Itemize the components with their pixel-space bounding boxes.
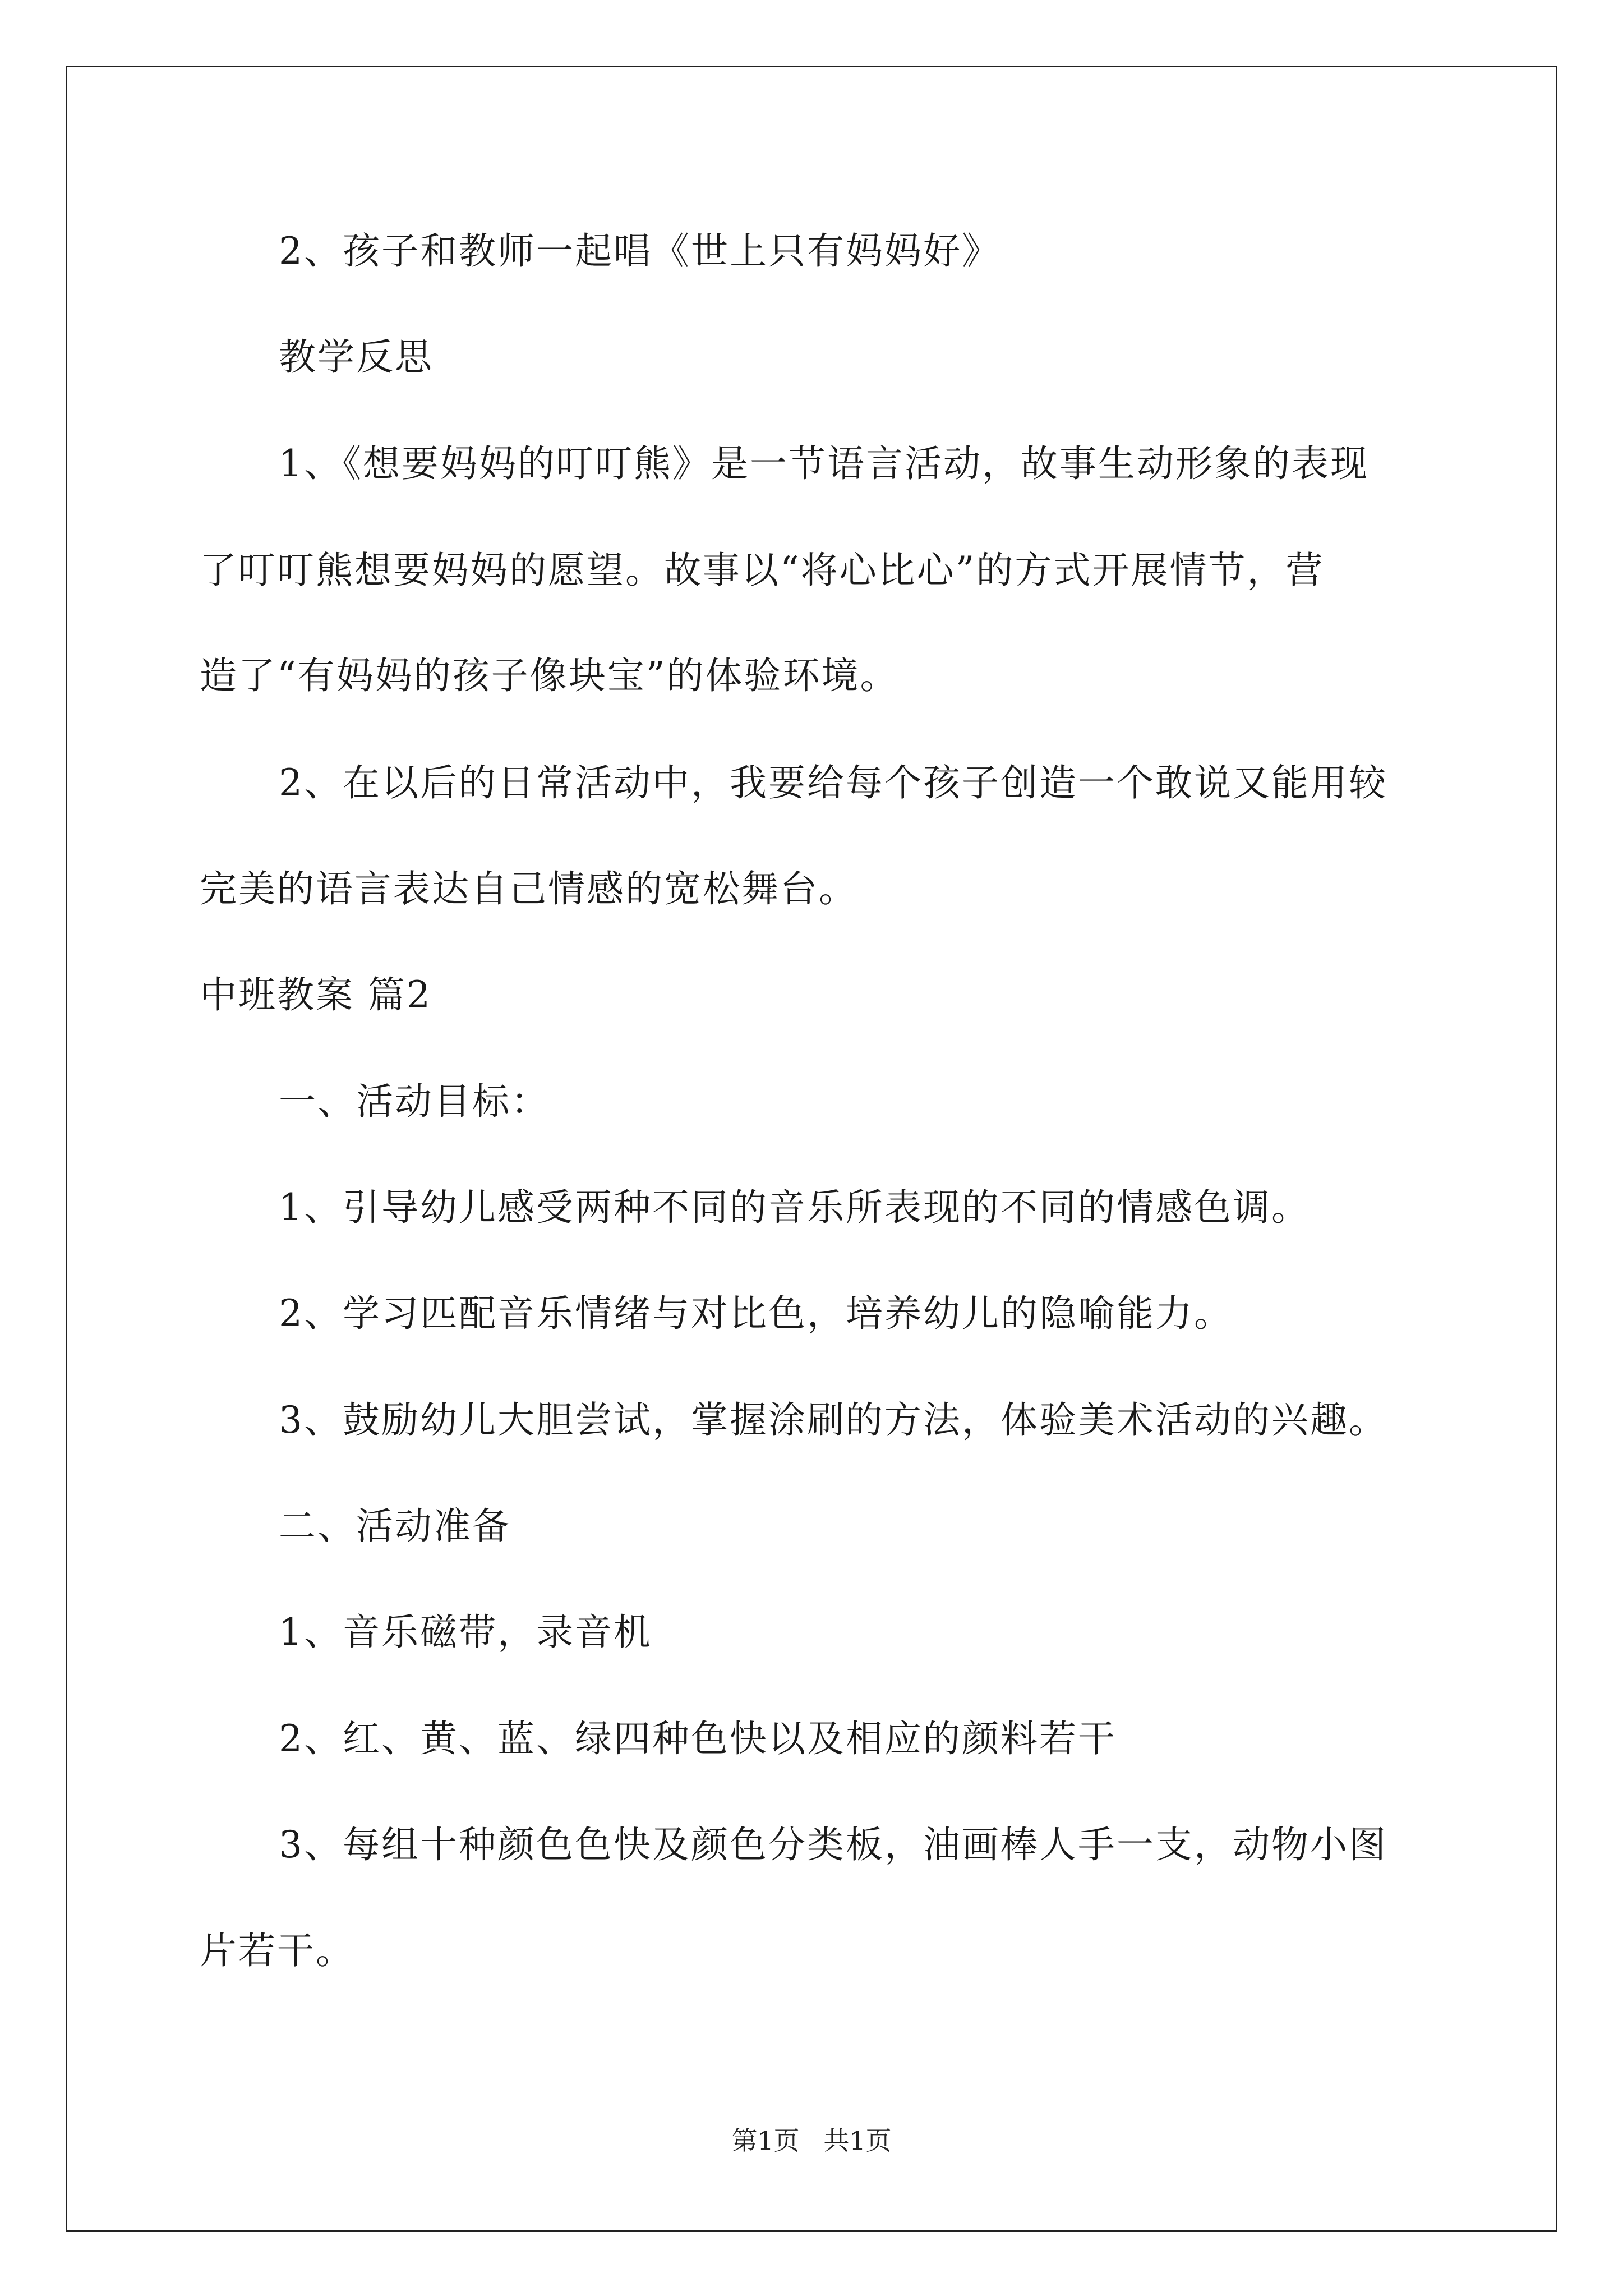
text-line: 完美的语言表达自己情感的宽松舞台。: [200, 867, 857, 910]
section-heading: 教学反思: [279, 335, 434, 379]
text-line: 造了“有妈妈的孩子像块宝”的体验环境。: [200, 654, 899, 697]
text-line: 2、学习匹配音乐情绪与对比色，培养幼儿的隐喻能力。: [279, 1292, 1233, 1335]
text-line: 1、音乐磁带，录音机: [279, 1611, 652, 1654]
text-line: 2、孩子和教师一起唱《世上只有妈妈好》: [279, 229, 1000, 273]
text-line: 3、每组十种颜色色快及颜色分类板，油画棒人手一支，动物小图: [279, 1823, 1387, 1866]
page-number: 第1页: [731, 2125, 800, 2156]
text-line: 1、《想要妈妈的叮叮熊》是一节语言活动，故事生动形象的表现: [279, 442, 1369, 485]
text-line: 片若干。: [200, 1929, 354, 1972]
section-heading: 一、活动目标：: [279, 1080, 550, 1123]
page-footer: [0, 2124, 1623, 2157]
text-line: 2、在以后的日常活动中，我要给每个孩子创造一个敢说又能用较: [279, 761, 1387, 804]
section-heading: 二、活动准备: [279, 1504, 511, 1548]
chapter-title: 中班教案 篇2: [200, 973, 432, 1016]
page-border: [66, 66, 1557, 2232]
text-line: 1、引导幼儿感受两种不同的音乐所表现的不同的情感色调。: [279, 1186, 1310, 1229]
text-line: 2、红、黄、蓝、绿四种色快以及相应的颜料若干: [279, 1717, 1117, 1760]
page-total: 共1页: [823, 2125, 892, 2156]
text-line: 了叮叮熊想要妈妈的愿望。故事以“将心比心”的方式开展情节，营: [200, 549, 1325, 592]
text-line: 3、鼓励幼儿大胆尝试，掌握涂刷的方法，体验美术活动的兴趣。: [279, 1398, 1387, 1442]
